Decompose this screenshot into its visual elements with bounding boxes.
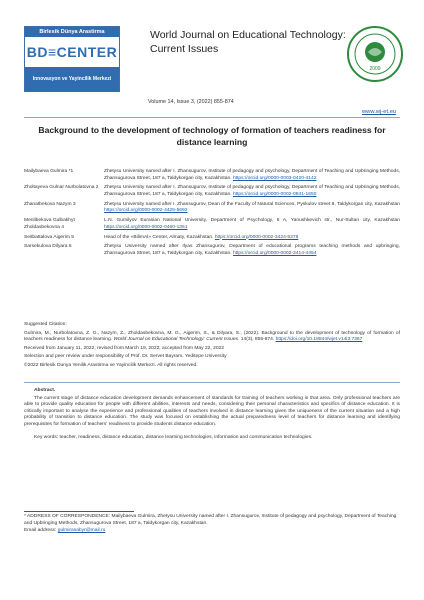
citation-journal: World Journal on Educational Technology: Current Issues. [113, 337, 240, 343]
author-affiliation: Zhetysu University named after I. Zhansugurov, Institute of pedagogy and psychology, Department of Teaching and Upbringing Methods, Zhansugurova Street, 187 a, Taldykorgan city, Kazakhstan. https://orcid.org/0000-0003-0420-4142 [104, 169, 400, 181]
orcid-link[interactable]: https://orcid.org/0000-0002-3414-4454 [232, 250, 317, 256]
author-entry [24, 218, 400, 231]
header-divider [24, 117, 400, 118]
orcid-link[interactable]: https://orcid.org/0000-0002-4425-5692 [104, 208, 188, 214]
orcid-link[interactable]: https://orcid.org/0000-0002-3424-5378 [214, 234, 299, 240]
abstract-body: The current stage of distance education development demands enhancement of standards for training of teachers working in that area. Only professional teachers are able to provide quality education for people with different abilities, interests and needs, considering their personal characteristics and specifics of distance education. It is critically important to analyse the experience and professional qualities of teachers involved in distance learning given the uniqueness of the current situation and a high probability of transition to distance education. The study was focused on establishing the actual preparedness level of teachers for distance learning and identifying prerequisites for formation of teachers' readiness to provide students distance education. [24, 395, 400, 427]
paper-title: Background to the development of technology of formation of teachers readiness for distance learning [38, 125, 386, 147]
citation-text: Gulmira, M., Nurbolatovna, Z. G., Nazym, Z., Zholdasbekovna, M. G., Aigerim, S., & Dilyara, S., (2022). Background to the development of technology of formation of teachers readiness for distance learning. World Journal on Educational Technology: Current Issues. 14(3), 855-874. https://doi.org/10.18844/wjet.v14i3.7367 [24, 330, 400, 343]
footnote-divider [24, 511, 134, 512]
author-affiliation: Zhetysu University named after Ilyas Zhansugurov, Department of educational programs teaching methods and upbringing, Zhansugurova Street, 187 a, Taldykorgan city, Kazakhstan. https://orcid.org/0000-0002-3414-4454 [104, 244, 400, 256]
author-entry [24, 185, 400, 198]
journal-header [24, 24, 400, 96]
author-entry [24, 169, 400, 182]
author-entry [24, 202, 400, 215]
logo-main-text: BD≡CENTER [26, 44, 118, 60]
citation-volume: 14(3), 855-874. [240, 337, 275, 343]
orcid-link[interactable]: https://orcid.org/0000-0002-0841-1650 [232, 191, 317, 197]
journal-seal-logo [346, 24, 404, 90]
citation-divider [24, 382, 400, 383]
journal-website-link[interactable]: www.wj-et.eu [362, 109, 397, 115]
author-name: Zhanatbekova Nazym 3 [24, 201, 76, 207]
author-name: Menlibekova Gulbakhyt Zholdasbekovna 4 [24, 218, 75, 230]
journal-title: World Journal on Educational Technology: Current Issues [150, 29, 346, 55]
author-affiliation: L.N. Gumilyov Eurasian National University, Department of Psychology, 6 A, Yanushkevich str., Nur-Sultan city, Kazakhstan https://orcid.org/0000-0002-0460-1351 [104, 218, 400, 230]
seal-year-text: 2009 [369, 66, 381, 72]
abstract-section [24, 388, 400, 441]
author-name: Mailybaeva Gulmira *1 [24, 169, 74, 174]
citation-label: Suggested Citation: [24, 322, 67, 327]
email-label: Email address: [24, 527, 57, 533]
author-affiliation: Zhetysu University named after I. Zhansugurov, Institute of pedagogy and psychology, Department of Teaching and Upbringing Methods, Zhansugurova Street, 187 a, Taldykorgan city, Kazakhstan. https://orcid.org/0000-0002-0841-1650 [104, 185, 400, 197]
author-name: Zholtayeva Gulnar Nurbolatovna 2 [24, 185, 99, 191]
peer-review-note: Selection and peer review under responsibility of Prof. Dr. Servet Bayram, Yeditepe University [24, 354, 227, 360]
logo-bottom-text: Innovasyon ve Yayincilik Merkezi [25, 67, 119, 91]
author-name: Sarsekulova Dilyara 6 [24, 244, 72, 250]
logo-top-text: Birlesik Dünya Arastirma [25, 27, 119, 37]
author-entry [24, 235, 400, 242]
author-affiliation: Head of the «BilimAl» Center, Almaty, Kazakhstan. https://orcid.org/0000-0002-3424-5378 [104, 234, 299, 240]
author-affiliation: Zhetysu University named after I. Zhansugurov, Dean of the Faculty of Natural Sciences, Pyskulov street 8, Taldykorgan city, Kazakhstan https://orcid.org/0000-0002-4425-5692 [104, 201, 400, 214]
orcid-link[interactable]: https://orcid.org/0000-0003-0420-4142 [232, 175, 317, 181]
volume-issue-line: Volume 14, Issue 3, (2022) 855-874 [148, 99, 234, 105]
keywords: Key words: teacher, readiness, distance education, distance learning technologies, information and communication technologies. [34, 434, 313, 440]
received-dates: Received from January 11, 2022; revised from March 19, 2022; accepted from May 22, 2022 [24, 345, 224, 351]
correspondence-email-line [24, 528, 400, 535]
correspondence-address: * ADDRESS OF CORRESPONDENCE: Mailybaeva Gulmira, Zhetysu University named after I. Zhansugurov, Institute of pedagogy and psychology, Department of Teaching and Upbringing Methods, Zhansugurova Street, 187 a, Taldykorgan city, Kazakhstan. [24, 514, 397, 526]
email-link[interactable]: gulmirasabyr@mail.ru [57, 527, 106, 533]
author-name: Seitbattalova Aigerim 5 [24, 234, 75, 240]
correspondence-footnote [24, 514, 400, 534]
bd-center-logo [24, 26, 120, 92]
suggested-citation [24, 322, 400, 372]
orcid-link[interactable]: https://orcid.org/0000-0002-0460-1351 [104, 224, 188, 230]
doi-link[interactable]: https://doi.org/10.18844/wjet.v14i3.7367 [275, 337, 363, 343]
copyright-note: ©2022 Birlesik Dunya Yenilik Arastirma ve Yayincilik Merkezi. All rights reserved. [24, 362, 198, 368]
abstract-heading: Abstract. [34, 388, 56, 393]
author-list [24, 169, 400, 261]
author-entry [24, 244, 400, 257]
